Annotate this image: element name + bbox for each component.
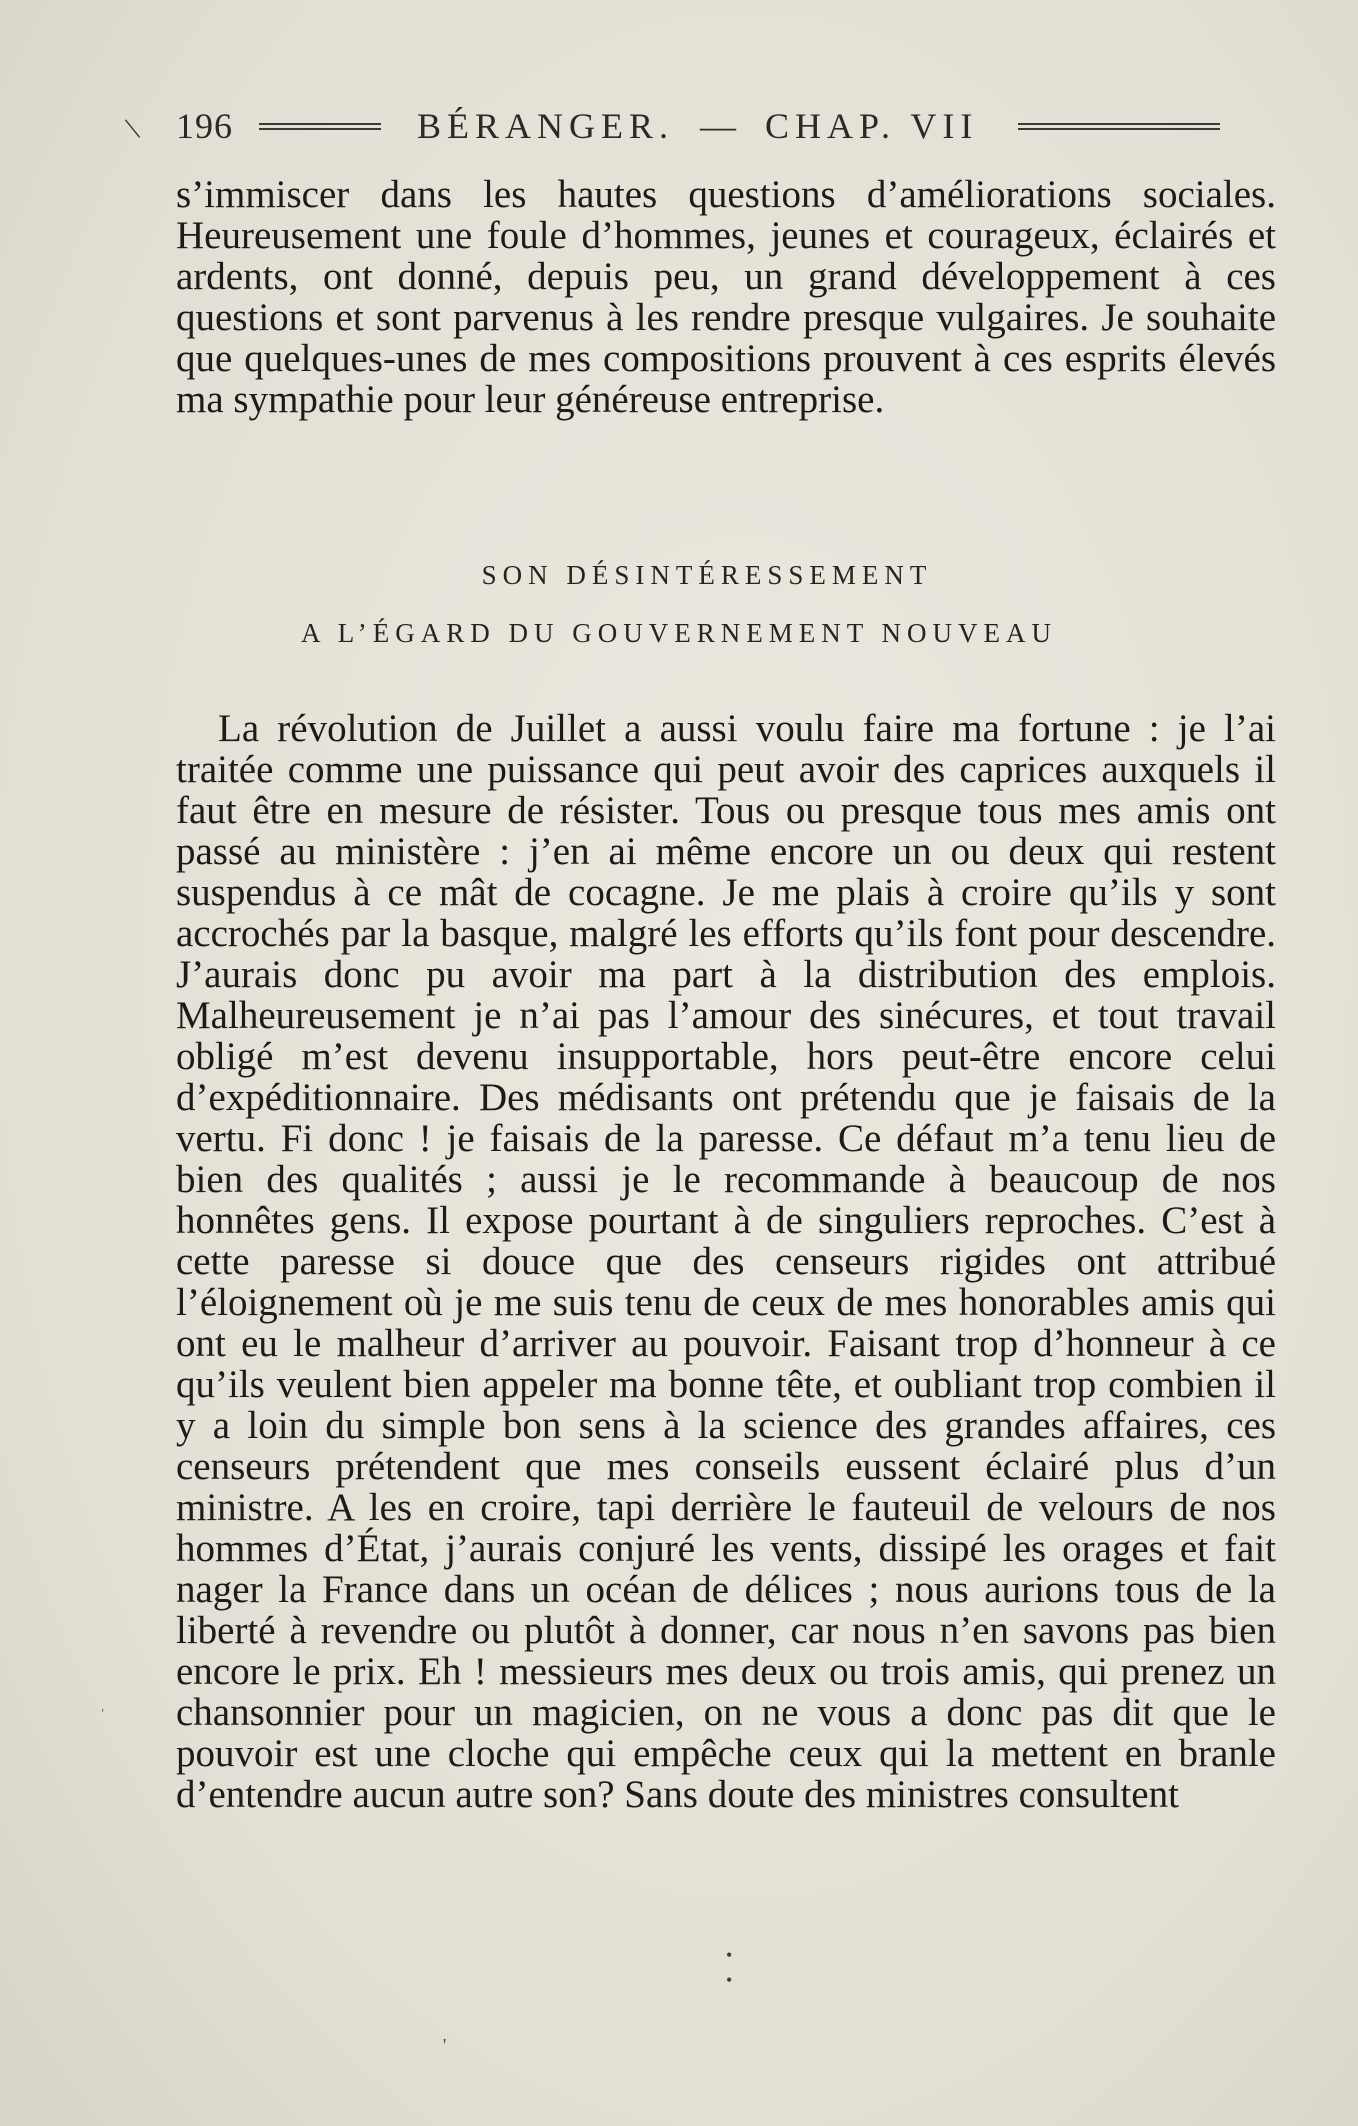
stray-speck: ˌ [100, 1695, 106, 1712]
section-heading-line-2: A L’ÉGARD DU GOUVERNEMENT NOUVEAU [301, 618, 1057, 648]
running-head [176, 98, 1256, 154]
stray-dot-2: • [726, 1970, 733, 1990]
running-head-rule-left [259, 123, 381, 130]
paragraph-continued: s’immiscer dans les hautes questions d’améliorations sociales. Heureusement une foule d’hommes, jeunes et courageux, éclairés et ardents, ont donné, depuis peu, un grand développement à ces questions et sont parvenus à les rendre presque vulgaires. Je souhaite que quelques-unes de mes compositions prouvent à ces esprits élevés ma sympathie pour leur généreuse entreprise. [176, 173, 1276, 421]
section-heading-line-1: SON DÉSINTÉRESSEMENT [481, 560, 933, 590]
paragraph-main: La révolution de Juillet a aussi voulu faire ma fortune : je l’ai traitée comme une puissance qui peut avoir des caprices auxquels il faut être en mesure de résister. Tous ou presque tous mes amis ont passé au ministère : j’en ai même encore un ou deux qui restent suspendus à ce mât de cocagne. Je me plais à croire qu’ils y sont accrochés par la basque, malgré les efforts qu’ils font pour descendre. J’aurais donc pu avoir ma part à la distribution des emplois. Malheureusement je n’ai pas l’amour des sinécures, et tout travail obligé m’est devenu insupportable, hors peut-être encore celui d’expéditionnaire. Des médisants ont prétendu que je faisais de la vertu. Fi donc ! je faisais de la paresse. Ce défaut m’a tenu lieu de bien des qualités ; aussi je le recommande à beaucoup de nos honnêtes gens. Il expose pourtant à de singuliers reproches. C’est à cette paresse si douce que des censeurs rigides ont attribué l’éloignement où je me suis tenu de ceux de mes honorables amis qui ont eu le malheur d’arriver au pouvoir. Faisant trop d’honneur à ce qu’ils veulent bien appeler ma bonne tête, et oubliant trop combien il y a loin du simple bon sens à la science des grandes affaires, ces censeurs prétendent que mes conseils eussent éclairé plus d’un ministre. A les en croire, tapi derrière le fauteuil de velours de nos hommes d’État, j’aurais conjuré les vents, dissipé les orages et fait nager la France dans un océan de délices ; nous aurions tous de la liberté à revendre ou plutôt à donner, car nous n’en savons pas bien encore le prix. Eh ! messieurs mes deux ou trois amis, qui prenez un chansonnier pour un magicien, on ne vous a donc pas dit que le pouvoir est une cloche qui empêche ceux qui la mettent en branle d’entendre aucun autre son? Sans doute des ministres consultent [176, 707, 1276, 1816]
stray-comma-mark: ' [443, 2035, 447, 2055]
running-head-separator: — [700, 106, 740, 146]
running-head-rule-right [1018, 123, 1220, 130]
stray-dot-1: • [726, 1945, 733, 1965]
running-head-title: BÉRANGER. [417, 106, 675, 146]
running-head-chapter: CHAP. VII [765, 106, 979, 146]
page-number: 196 [176, 106, 233, 146]
stray-pen-mark: \ [121, 109, 143, 147]
